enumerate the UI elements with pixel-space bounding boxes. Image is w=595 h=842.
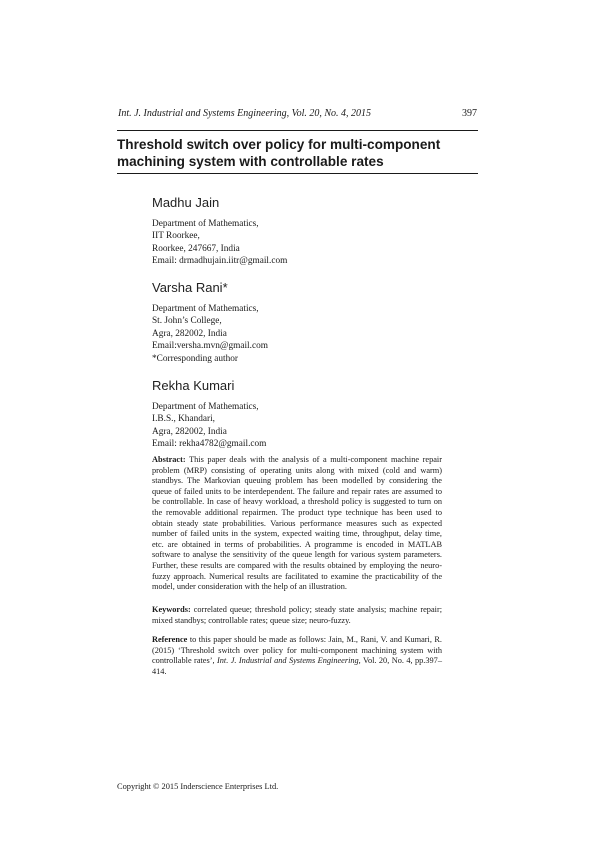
reference-volume: , Vol. 20, No. 4, pp.397–414. — [152, 656, 442, 676]
author-affiliation — [152, 218, 287, 268]
affiliation-line: IIT Roorkee, — [152, 231, 200, 242]
reference-note — [152, 635, 442, 677]
author-name: Rekha Kumari — [152, 378, 235, 393]
affiliation-line: Department of Mathematics, — [152, 304, 259, 314]
reference-journal: Int. J. Industrial and Systems Engineering — [217, 656, 359, 666]
title-rule-top — [117, 130, 478, 131]
author-affiliation — [152, 401, 266, 451]
reference-label: Reference — [152, 635, 188, 644]
keywords — [152, 605, 442, 626]
author-email: Email: rekha4782@gmail.com — [152, 439, 267, 450]
journal-citation: Int. J. Industrial and Systems Engineering, Vol. 20, No. 4, 2015 — [118, 108, 372, 119]
author-block-3 — [152, 378, 266, 451]
affiliation-line: St. John’s College, — [152, 316, 222, 327]
author-email: Email:versha.mvn@gmail.com — [152, 341, 268, 352]
affiliation-line: Roorkee, 247667, India — [152, 243, 240, 254]
title-line-2: machining system with controllable rates — [117, 154, 384, 169]
corresponding-author-note: *Corresponding author — [152, 353, 238, 364]
reference-text: to this paper should be made as follows: Jain, M., Rani, V. and Kumari, R. (2015) ‘Threshold switch over policy for multi-component machining system with controllable rates’, — [152, 635, 442, 666]
abstract — [152, 455, 442, 593]
page-number: 397 — [462, 108, 477, 119]
running-header — [118, 108, 477, 119]
title-rule-bottom — [117, 173, 478, 174]
affiliation-line: Agra, 282002, India — [152, 426, 227, 437]
abstract-text: This paper deals with the analysis of a multi-component machine repair problem (MRP) consisting of operating units along with mixed (cold and warm) standbys. The Markovian queuing problem has been modelled by considering the queue of failed units to be interdependent. The failure and repair rates are assumed to be controllable. In case of heavy workload, a threshold policy is suggested to turn on the removable additional repairmen. The product type technique has been used to obtain steady state probabilities. Various performance measures such as expected number of failed units in the system, expected waiting time, throughput, delay time, etc. are obtained in terms of probabilities. A programme is encoded in MATLAB software to analyse the sensitivity of the queue length for various system parameters. Further, these results are compared with the results obtained by employing the neuro-fuzzy approach. Numerical results are facilitated to examine the practicability of the model, under consideration with the help of an illustration. — [152, 455, 442, 592]
title-line-1: Threshold switch over policy for multi-component — [117, 137, 441, 152]
abstract-label: Abstract: — [152, 455, 186, 464]
author-block-1 — [152, 195, 287, 268]
author-affiliation — [152, 303, 268, 365]
copyright-footer: Copyright © 2015 Inderscience Enterprises Ltd. — [117, 782, 279, 791]
affiliation-line: I.B.S., Khandari, — [152, 414, 216, 425]
affiliation-line: Department of Mathematics, — [152, 402, 259, 412]
author-block-2 — [152, 280, 268, 365]
author-email: Email: drmadhujain.iitr@gmail.com — [152, 256, 288, 267]
author-name: Madhu Jain — [152, 195, 220, 210]
keywords-text: correlated queue; threshold policy; steady state analysis; machine repair; mixed standbys; controllable rates; queue size; neuro-fuzzy. — [152, 605, 443, 625]
affiliation-line: Agra, 282002, India — [152, 328, 227, 339]
keywords-label: Keywords: — [152, 605, 191, 614]
author-name: Varsha Rani* — [152, 280, 228, 295]
article-title — [117, 136, 478, 170]
affiliation-line: Department of Mathematics, — [152, 219, 259, 229]
